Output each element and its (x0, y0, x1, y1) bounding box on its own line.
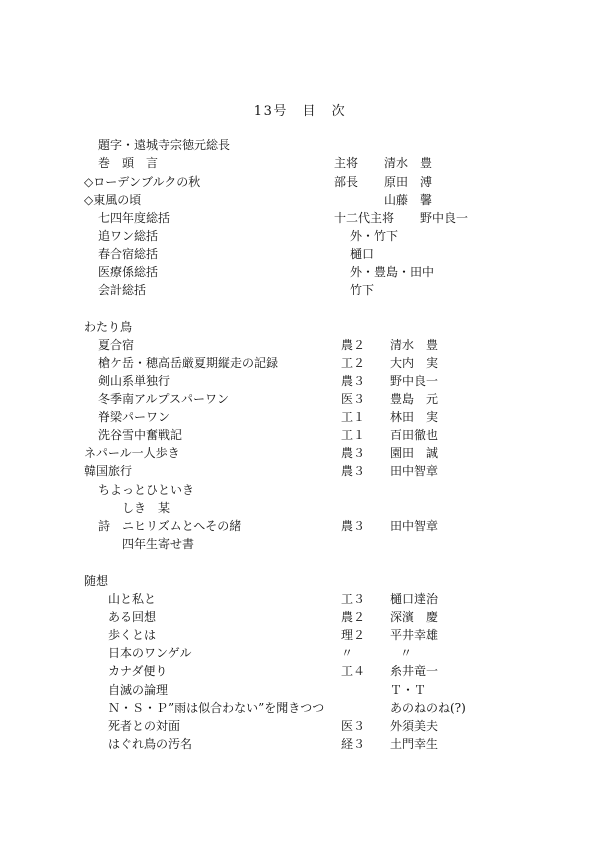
entry-title: 七四年度総括 (98, 211, 171, 225)
entry-title: 巻 頭 言 (98, 156, 159, 170)
toc-entry (98, 336, 518, 354)
entry-author: 大内 実 (390, 356, 439, 370)
entry-dept: 農２ (341, 338, 366, 352)
entry-title: 韓国旅行 (84, 464, 133, 478)
entry-author: 外・豊島・田中 (350, 265, 435, 279)
entry-title: 死者との対面 (108, 719, 181, 733)
toc-entry (108, 717, 528, 735)
entry-author: 田中智章 (390, 464, 439, 478)
section-heading-watari: わたり鳥 (84, 320, 133, 334)
toc-entry (98, 209, 518, 227)
toc-entry (98, 354, 518, 372)
entry-title: 医療係総括 (98, 265, 159, 279)
entry-author: 百田徹也 (390, 428, 439, 442)
entry-title: Ｎ・Ｓ・Ｐ”雨は似合わない”を聞きつつ (108, 701, 325, 715)
entry-author: 外・竹下 (350, 229, 399, 243)
toc-entry (98, 227, 518, 245)
toc-entry (98, 372, 518, 390)
entry-title: ネパール一人歩き (84, 446, 180, 460)
entry-title: 脊梁パーワン (98, 410, 171, 424)
entry-author: Ｔ・Ｔ (390, 683, 427, 697)
entry-author: 深濱 慶 (390, 610, 439, 624)
entry-author: 土門幸生 (390, 737, 439, 751)
entry-title: 四年生寄せ書 (122, 537, 195, 551)
entry-dept: 工２ (341, 356, 366, 370)
toc-entry (98, 136, 518, 154)
toc-entry (108, 735, 528, 753)
entry-title: 詩 ニヒリズムとへその緒 (98, 519, 242, 533)
toc-entry (108, 608, 528, 626)
entry-author: 竹下 (350, 283, 375, 297)
entry-dept: 工４ (341, 664, 366, 678)
toc-entry (98, 481, 518, 499)
entry-author: 野中良一 (420, 211, 469, 225)
entry-title: カナダ便り (108, 664, 168, 678)
entry-author: 山藤 馨 (384, 193, 433, 207)
entry-title: ちよっとひといき (98, 483, 195, 497)
toc-entry (98, 245, 518, 263)
toc-entry (108, 681, 528, 699)
toc-entry (108, 662, 528, 680)
entry-dept: 工３ (341, 592, 366, 606)
toc-entry (98, 426, 518, 444)
toc-entry (98, 263, 518, 281)
entry-dept: 農３ (341, 519, 366, 533)
entry-title: ◇ローデンブルクの秋 (84, 175, 201, 189)
entry-dept: 農３ (341, 464, 366, 478)
entry-title: 歩くとは (108, 628, 157, 642)
entry-title: 槍ケ岳・穂高岳厳夏期縦走の記録 (98, 356, 279, 370)
entry-dept: 医３ (341, 392, 366, 406)
toc-entry (84, 444, 504, 462)
entry-author: 林田 実 (390, 410, 439, 424)
entry-dept: 農２ (341, 610, 366, 624)
entry-title: 日本のワンゲル (108, 646, 192, 660)
entry-author: あのねのね(?) (390, 701, 466, 715)
entry-dept: 工１ (341, 410, 366, 424)
toc-entry (84, 173, 504, 191)
toc-entry (98, 281, 518, 299)
entry-title: ◇東風の頃 (84, 193, 142, 207)
toc-entry (108, 590, 528, 608)
entry-title: 剣山系単独行 (98, 374, 171, 388)
entry-title: ある回想 (108, 610, 157, 624)
toc-entry (122, 535, 542, 553)
entry-author: 豊島 元 (390, 392, 439, 406)
entry-author: 平井幸雄 (390, 628, 439, 642)
entry-role: 十二代主将 (334, 211, 395, 225)
entry-author: 樋口達治 (390, 592, 439, 606)
entry-author: 樋口 (350, 247, 375, 261)
entry-title: 春合宿総括 (98, 247, 159, 261)
entry-title: 題字・遠城寺宗徳元総長 (98, 138, 231, 152)
entry-author: 〃 (400, 646, 413, 660)
entry-role: 主将 (334, 156, 359, 170)
entry-title: 夏合宿 (98, 338, 135, 352)
entry-dept: 農３ (341, 446, 366, 460)
entry-author: 原田 溥 (384, 175, 433, 189)
entry-author: 糸井竜一 (390, 664, 439, 678)
entry-title: はぐれ鳥の汚名 (108, 737, 193, 751)
entry-author: 園田 誠 (390, 446, 439, 460)
entry-author: 外須美夫 (390, 719, 439, 733)
entry-title: しき 某 (122, 501, 171, 515)
entry-title: 自滅の論理 (108, 683, 169, 697)
entry-role: 部長 (334, 175, 359, 189)
toc-entry (98, 408, 518, 426)
toc-entry (122, 499, 542, 517)
entry-title: 会計総括 (98, 283, 147, 297)
toc-entry (108, 626, 528, 644)
entry-dept: 医３ (341, 719, 366, 733)
entry-author: 野中良一 (390, 374, 439, 388)
entry-author: 清水 豊 (384, 156, 433, 170)
entry-author: 清水 豊 (390, 338, 439, 352)
toc-entry (98, 390, 518, 408)
entry-dept: 農３ (341, 374, 366, 388)
toc-entry (98, 517, 518, 535)
entry-title: 洗谷雪中奮戦記 (98, 428, 183, 442)
entry-dept: 経３ (341, 737, 366, 751)
entry-dept: 理２ (341, 628, 366, 642)
entry-dept: 工１ (341, 428, 366, 442)
entry-title: 追ワン総括 (98, 229, 159, 243)
entry-author: 田中智章 (390, 519, 439, 533)
page-title: 13号 目 次 (253, 104, 347, 119)
entry-title: 冬季南アルプスパーワン (98, 392, 230, 406)
toc-entry (84, 191, 504, 209)
toc-entry (108, 644, 528, 662)
entry-dept: 〃 (341, 646, 354, 660)
entry-title: 山と私と (108, 592, 157, 606)
toc-entry (98, 154, 518, 172)
section-heading-zuisou: 随想 (84, 574, 109, 588)
toc-entry (108, 699, 528, 717)
toc-entry (84, 462, 504, 480)
